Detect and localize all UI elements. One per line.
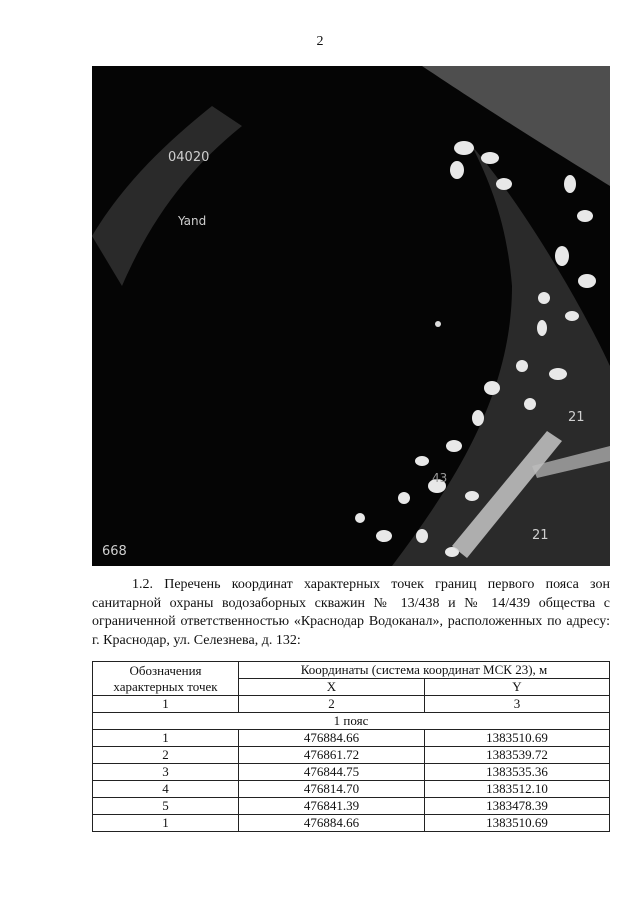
coordinates-description: 1.2. Перечень координат характерных точек границ первого пояса зон санитарной охраны водозаборных скважин № 13/438 и № 14/439 общества с ограниченной ответственностью «Краснодар Водоканал», расположенных по адресу: г. Краснодар, ул. Селезнева, д. 132: (92, 577, 610, 648)
point-cell: 5 (93, 798, 239, 815)
map-label-top: 04020 (168, 150, 210, 165)
x-cell: 476861.72 (239, 747, 425, 764)
map-label-road-21b: 21 (532, 528, 549, 543)
satellite-map (92, 66, 610, 566)
header-coordinates: Координаты (система координат МСК 23), м (239, 662, 610, 679)
x-cell: 476814.70 (239, 781, 425, 798)
x-cell: 476884.66 (239, 730, 425, 747)
point-cell: 2 (93, 747, 239, 764)
point-cell: 1 (93, 815, 239, 832)
table-numbering-row (93, 696, 610, 713)
y-cell: 1383510.69 (425, 815, 610, 832)
point-cell: 3 (93, 764, 239, 781)
table-row (93, 747, 610, 764)
header-x: X (239, 679, 425, 696)
table-row (93, 781, 610, 798)
numbering-cell: 3 (425, 696, 610, 713)
table-section-row (93, 713, 610, 730)
point-cell: 1 (93, 730, 239, 747)
y-cell: 1383478.39 (425, 798, 610, 815)
page-number: 2 (316, 34, 324, 49)
point-cell: 4 (93, 781, 239, 798)
map-label-bottom: 668 (102, 544, 127, 559)
x-cell: 476884.66 (239, 815, 425, 832)
table-row (93, 815, 610, 832)
table-row (93, 730, 610, 747)
header-points: Обозначения характерных точек (93, 662, 239, 696)
numbering-cell: 1 (93, 696, 239, 713)
coordinates-table (92, 661, 610, 832)
header-y: Y (425, 679, 610, 696)
map-label-road-21a: 21 (568, 410, 585, 425)
y-cell: 1383510.69 (425, 730, 610, 747)
map-imagery (92, 66, 610, 566)
map-vegetation-left (92, 106, 242, 286)
section-label: 1 пояс (93, 713, 610, 730)
map-label-middle: 43 (432, 471, 448, 485)
x-cell: 476844.75 (239, 764, 425, 781)
x-cell: 476841.39 (239, 798, 425, 815)
map-label-yandex: Yand (178, 214, 207, 228)
table-row (93, 764, 610, 781)
table-row (93, 798, 610, 815)
y-cell: 1383512.10 (425, 781, 610, 798)
map-marker (435, 321, 441, 327)
y-cell: 1383539.72 (425, 747, 610, 764)
table-header-row (93, 662, 610, 679)
y-cell: 1383535.36 (425, 764, 610, 781)
numbering-cell: 2 (239, 696, 425, 713)
